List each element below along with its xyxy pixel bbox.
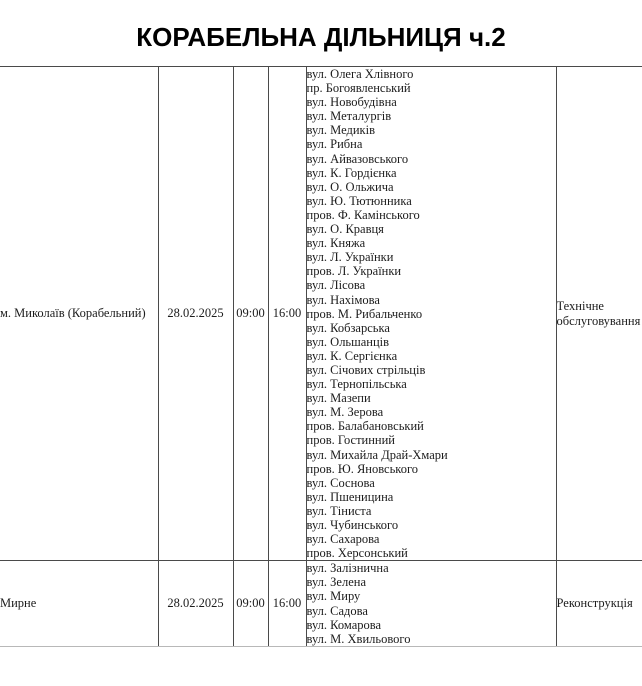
street-item: вул. Нахімова [306,292,380,307]
street-item: вул. Ольшанців [306,334,390,349]
schedule-table-body [0,67,642,647]
street-item: вул. Рибна [306,137,363,152]
streets-cell [306,67,556,561]
location-cell: м. Миколаїв (Корабельний) [0,67,158,561]
street-item: вул. Айвазовського [306,151,409,166]
street-item: вул. М. Зерова [306,405,384,420]
date-cell: 28.02.2025 [158,561,233,647]
end-time-cell: 16:00 [268,561,306,647]
street-item: вул. Соснова [306,475,375,490]
street-item: вул. Олега Хлівного [306,67,414,81]
street-item: вул. К. Сергієнка [306,348,398,363]
end-time-cell: 16:00 [268,67,306,561]
street-item: вул. Новобудівна [306,95,397,110]
start-time-cell: 09:00 [233,561,268,647]
work-type-cell: Реконструкція [556,561,642,647]
table-row [0,561,642,647]
street-item: вул. О. Ольжича [306,179,394,194]
street-item: вул. О. Кравця [306,222,384,237]
outage-schedule-table [0,66,642,647]
street-item: вул. Чубинського [306,518,399,532]
location-cell: Мирне [0,561,158,647]
street-item: вул. Сахарова [306,532,380,547]
street-item: вул. Комарова [306,617,382,632]
street-item: вул. Л. Українки [306,250,394,265]
street-item: вул. Залізнична [306,561,389,576]
street-item: вул. Княжа [306,236,366,251]
street-item: вул. Пшеницина [306,489,394,504]
street-item: вул. Медиків [306,123,375,138]
street-item: вул. Зелена [306,575,366,590]
street-item: вул. Мазепи [306,391,371,406]
street-item: вул. Тіниста [306,503,372,518]
street-item: пр. Богоявленський [306,81,411,96]
streets-cell [306,561,556,647]
street-item: вул. Михайла Драй-Хмари [306,447,448,462]
street-item: вул. Садова [306,603,368,618]
page-title: КОРАБЕЛЬНА ДІЛЬНИЦЯ ч.2 [136,22,506,52]
street-item: вул. М. Хвильового [306,631,411,646]
street-item: пров. М. Рибальченко [306,306,423,321]
street-item: вул. Лісова [306,278,366,293]
street-item: пров. Гостинний [306,433,395,448]
street-item: пров. Ф. Камінського [306,207,420,222]
street-item: вул. Січових стрільців [306,362,426,377]
street-item: вул. Кобзарська [306,320,390,335]
street-item: вул. Миру [306,589,361,604]
street-item: вул. Тернопільська [306,377,407,392]
work-type-cell: Технічне обслуговування [556,67,642,561]
table-row [0,67,642,561]
street-item: пров. Балабановський [306,419,424,434]
start-time-cell: 09:00 [233,67,268,561]
street-item: вул. Ю. Тютюнника [306,193,412,208]
street-item: пров. Ю. Яновського [306,461,419,476]
date-cell: 28.02.2025 [158,67,233,561]
street-item: вул. К. Гордієнка [306,165,397,180]
street-item: пров. Херсонський [306,546,408,561]
street-item: пров. Л. Українки [306,264,402,279]
street-item: вул. Металургів [306,109,392,124]
